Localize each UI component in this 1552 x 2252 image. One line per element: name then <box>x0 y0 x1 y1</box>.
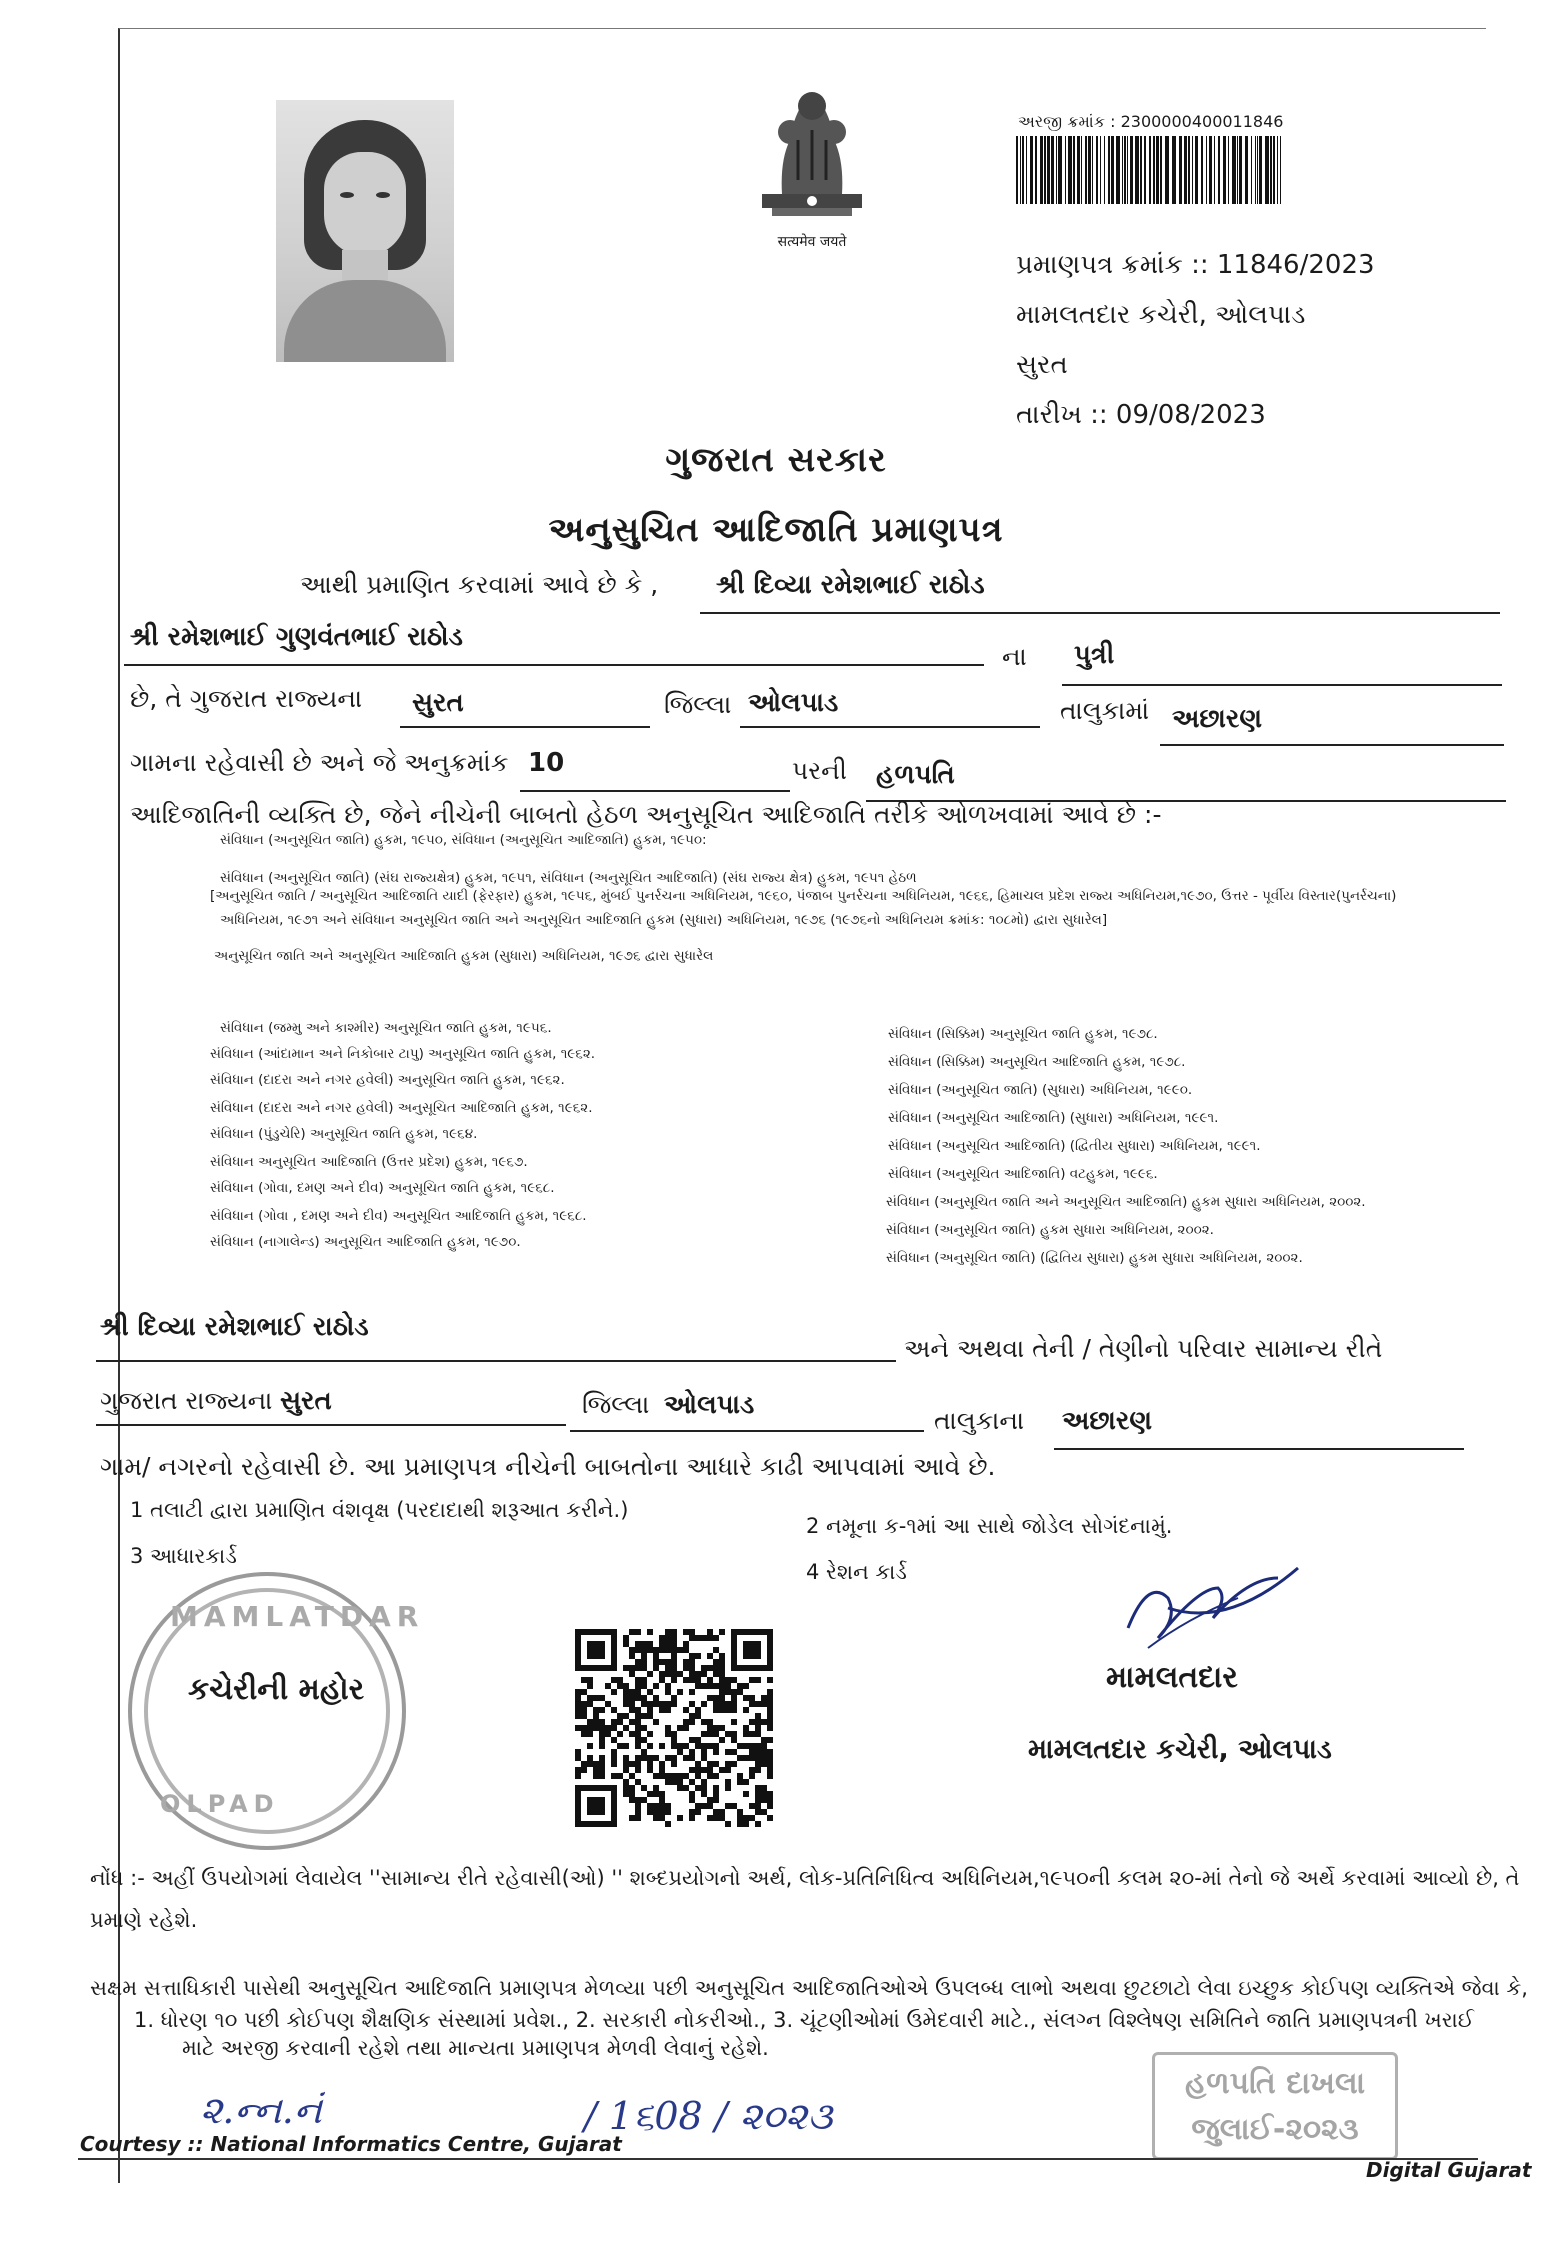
residence-holder-name: શ્રી દિવ્યા રમેશભાઈ રાઠોડ <box>100 1312 369 1342</box>
order-item: સંવિધાન (અનુસૂચિત જાતિ) હુકમ, ૧૯૫૦, સંવિધાન (અનુસૂચિત આદિજાતિ) હુકમ, ૧૯૫૦: <box>220 832 707 848</box>
residence-talukana: તાલુકાના <box>934 1406 1025 1435</box>
jilla-label: જિલ્લા <box>664 690 732 719</box>
note-line: માટે અરજી કરવાની રહેશે તથા માન્યતા પ્રમાણપત્ર મેળવી લેવાનું રહેશે. <box>182 2036 769 2060</box>
note-line: પ્રમાણે રહેશે. <box>90 1908 198 1932</box>
application-number: અરજી ક્રમાંક : 2300000400011846 <box>1018 112 1284 131</box>
barcode-bar <box>1214 136 1215 204</box>
order-item: સંવિધાન (આંદામાન અને નિકોબાર ટાપુ) અનુસૂચિત જાતિ હુકમ, ૧૯૬૨. <box>210 1046 596 1062</box>
barcode-bar <box>1016 136 1018 204</box>
order-item: સંવિધાન (નાગાલેન્ડ) અનુસૂચિત આદિજાતિ હુકમ, ૧૯૭૦. <box>210 1234 521 1250</box>
barcode-bar <box>1077 136 1080 204</box>
barcode-bar <box>1035 136 1037 204</box>
barcode-bar <box>1239 136 1242 204</box>
tribe-name: હળપતિ <box>876 760 955 790</box>
order-item: સંવિધાન (સિક્કિમ) અનુસૂચિત જાતિ હુકમ, ૧૯૭૮. <box>888 1026 1158 1042</box>
barcode-bar <box>1172 136 1176 204</box>
barcode-bar <box>1030 136 1033 204</box>
barcode-bar <box>1277 136 1278 204</box>
document-item: 1 તલાટી દ્વારા પ્રમાણિત વંશવૃક્ષ (પરદાદાથી શરૂઆત કરીને.) <box>130 1498 629 1522</box>
barcode-bar <box>1259 136 1262 204</box>
holder-name: શ્રી દિવ્યા રમેશભાઈ રાઠોડ <box>716 570 985 600</box>
father-name: શ્રી રમેશભાઈ ગુણવંતભાઈ રાઠોડ <box>130 622 463 652</box>
barcode-bar <box>1206 136 1207 204</box>
barcode-bar <box>1223 136 1226 204</box>
header-district: સુરત <box>1016 350 1068 380</box>
barcode-bar <box>1020 136 1021 204</box>
barcode-bar <box>1092 136 1093 204</box>
barcode-bar <box>1040 136 1043 204</box>
barcode-bar <box>1022 136 1024 204</box>
barcode-bar <box>1124 136 1126 204</box>
barcode-bar <box>1273 136 1275 204</box>
barcode-bar <box>1044 136 1046 204</box>
order-item: સંવિધાન (દાદરા અને નગર હવેલી) અનુસૂચિત જાતિ હુકમ, ૧૯૬૨. <box>210 1072 565 1088</box>
barcode-bar <box>1065 136 1066 204</box>
order-item: સંવિધાન (જમ્મુ અને કાશ્મીર) અનુસૂચિત જાતિ હુકમ, ૧૯૫૬. <box>220 1020 552 1036</box>
register-stamp-line1: હળપતિ દાખલા <box>1184 2066 1366 2101</box>
barcode-bar <box>1068 136 1072 204</box>
barcode-bar <box>1058 136 1062 204</box>
order-item: સંવિધાન (અનુસૂચિત જાતિ) (સંઘ રાજ્યક્ષેત્ર) હુકમ, ૧૯૫૧, સંવિધાન (અનુસૂચિત આદિજાતિ) (સંઘ રાજ્ય ક્ષેત્ર) હુકમ, ૧૯૫૧ હેઠળ <box>220 870 917 886</box>
handwritten-note: ૨.ન્ન.નં <box>200 2088 323 2132</box>
order-item: સંવિધાન (દાદરા અને નગર હવેલી) અનુસૂચિત આદિજાતિ હુકમ, ૧૯૬૨. <box>210 1100 593 1116</box>
government-title: ગુજરાત સરકાર <box>665 440 887 480</box>
document-item: 3 આધારકાર્ડ <box>130 1544 237 1568</box>
issue-date: તારીખ :: 09/08/2023 <box>1016 400 1266 430</box>
order-item: અધિનિયમ, ૧૯૭૧ અને સંવિધાન અનુસૂચિત જાતિ અને અનુસૂચિત આદિજાતિ હુકમ (સુધારા) અધિનિયમ, ૧૯૭૬ (૧૯૭૬નો અધિનિયમ ક્રમાંક: ૧૦૮મો) દ્વારા સુધારેલ] <box>220 912 1108 928</box>
barcode-bar <box>1047 136 1050 204</box>
talukama-label: તાલુકામાં <box>1060 696 1150 725</box>
order-item: સંવિધાન (અનુસૂચિત આદિજાતિ) (દ્વિતીય સુધારા) અધિનિયમ, ૧૯૯૧. <box>888 1138 1261 1154</box>
family-text: અને અથવા તેની / તેણીનો પરિવાર સામાન્ય રીતે <box>904 1334 1383 1363</box>
document-item: 4 રેશન કાર્ડ <box>806 1560 907 1584</box>
order-item: અનુસૂચિત જાતિ અને અનુસૂચિત આદિજાતિ હુકમ (સુધારા) અધિનિયમ, ૧૯૭૬ દ્વારા સુધારેલ <box>214 948 714 964</box>
certificate-number: પ્રમાણપત્ર ક્રમાંક :: 11846/2023 <box>1016 250 1375 280</box>
handwritten-register: / 1૬08 / ૨૦૨૩ <box>584 2094 833 2138</box>
barcode-bar <box>1237 136 1238 204</box>
barcode-bar <box>1130 136 1133 204</box>
taluka-value: ઓલપાડ <box>748 688 839 718</box>
barcode-bar <box>1232 136 1236 204</box>
footer-brand: Digital Gujarat <box>1366 2158 1532 2182</box>
order-item: સંવિધાન (પુંડુચેરિ) અનુસૂચિત જાતિ હુકમ, ૧૯૬૪. <box>210 1126 478 1142</box>
barcode-bar <box>1108 136 1110 204</box>
barcode-bar <box>1245 136 1248 204</box>
barcode-bar <box>1104 136 1105 204</box>
barcode-bar <box>1165 136 1169 204</box>
applicant-photo <box>276 100 454 362</box>
residence-jilla: જિલ્લા <box>582 1390 650 1419</box>
na-text: ના <box>1002 642 1027 671</box>
barcode-bar <box>1073 136 1075 204</box>
village-value: અછારણ <box>1172 704 1263 734</box>
register-stamp-line2: જુલાઈ-૨૦૨૩ <box>1191 2112 1359 2147</box>
barcode-bar <box>1096 136 1098 204</box>
order-item: સંવિધાન (અનુસૂચિત આદિજાતિ) (સુધારા) અધિનિયમ, ૧૯૯૧. <box>888 1110 1219 1126</box>
order-item: સંવિધાન અનુસૂચિત આદિજાતિ (ઉત્તર પ્રદેશ) હુકમ, ૧૯૬૭. <box>210 1154 528 1170</box>
barcode-bar <box>1100 136 1101 204</box>
barcode-bar <box>1153 136 1155 204</box>
barcode-bar <box>1116 136 1120 204</box>
barcode-bar <box>1135 136 1139 204</box>
barcode-bar <box>1184 136 1187 204</box>
residence-state-text: ગુજરાત રાજ્યના <box>100 1386 273 1415</box>
barcode-bar <box>1122 136 1123 204</box>
footer-rule <box>78 2158 1478 2160</box>
note-line: સક્ષમ સત્તાધિકારી પાસેથી અનુસૂચિત આદિજાતિ પ્રમાણપત્ર મેળવ્યા પછી અનુસૂચિત આદિજાતિઓએ ઉપલબ્ધ લાભો અથવા છુટછાટો લેવા ઇચ્છુક કોઈપણ વ્યક્તિએ જેવા કે, <box>90 1976 1528 2000</box>
order-item: સંવિધાન (અનુસૂચિત જાતિ) (સુધારા) અધિનિયમ, ૧૯૯૦. <box>888 1082 1193 1098</box>
serial-number: 10 <box>528 748 565 778</box>
signatory-office: મામલતદાર કચેરી, ઓલપાડ <box>1028 1734 1332 1765</box>
barcode-bar <box>1026 136 1027 204</box>
residence-district: સુરત <box>280 1386 332 1416</box>
order-item: સંવિધાન (અનુસૂચિત જાતિ અને અનુસૂચિત આદિજાતિ) હુકમ સુધારા અધિનિયમ, ૨૦૦૨. <box>886 1194 1366 1210</box>
barcode-bar <box>1111 136 1114 204</box>
residence-taluka: ઓલપાડ <box>664 1390 755 1420</box>
barcode-bar <box>1192 136 1193 204</box>
barcode-bar <box>1270 136 1272 204</box>
barcode-bar <box>1160 136 1162 204</box>
seal-ring-top: MAMLATDAR <box>170 1600 425 1633</box>
barcode-bar <box>1051 136 1054 204</box>
order-item: સંવિધાન (અનુસૂચિત આદિજાતિ) વટહુકમ, ૧૯૯૬. <box>888 1166 1158 1182</box>
signature-icon <box>1108 1558 1308 1668</box>
barcode-bar <box>1201 136 1203 204</box>
parni-label: પરની <box>792 756 847 785</box>
note-line: 1. ધોરણ ૧૦ પછી કોઈપણ શૈક્ષણિક સંસ્થામાં પ્રવેશ., 2. સરકારી નોકરીઓ., 3. ચૂંટણીઓમાં ઉમેદવારી માટે., સંલગ્ન વિશ્લેષણ સમિતિને જાતિ પ્રમાણપત્રની ખરાઈ <box>134 2008 1474 2032</box>
barcode-bar <box>1149 136 1151 204</box>
relation: પુત્રી <box>1074 640 1115 670</box>
barcode-bar <box>1195 136 1198 204</box>
residence-text: ગામ/ નગરનો રહેવાસી છે. આ પ્રમાણપત્ર નીચેની બાબતોના આધારે કાઢી આપવામાં આવે છે. <box>100 1452 996 1481</box>
order-item: સંવિધાન (સિક્કિમ) અનુસૂચિત આદિજાતિ હુકમ, ૧૯૭૮. <box>888 1054 1186 1070</box>
barcode-bar <box>1188 136 1190 204</box>
barcode-bar <box>1156 136 1159 204</box>
barcode-bar <box>1265 136 1269 204</box>
barcode-bar <box>1280 136 1281 204</box>
order-item: સંવિધાન (ગોવા , દમણ અને દીવ) અનુસૂચિત આદિજાતિ હુકમ, ૧૯૬૮. <box>210 1208 587 1224</box>
barcode-bar <box>1085 136 1087 204</box>
footer-courtesy: Courtesy :: National Informatics Centre, Gujarat <box>80 2132 622 2156</box>
district-value: સુરત <box>412 688 464 718</box>
barcode-bar <box>1228 136 1229 204</box>
order-item: સંવિધાન (ગોવા, દમણ અને દીવ) અનુસૂચિત જાતિ હુકમ, ૧૯૬૮. <box>210 1180 555 1196</box>
barcode-bar <box>1255 136 1256 204</box>
declaration-text: આદિજાતિની વ્યક્તિ છે, જેને નીચેની બાબતો હેઠળ અનુસૂચિત આદિજાતિ તરીકે ઓળખવામાં આવે છે :- <box>130 800 1162 829</box>
barcode-bar <box>1081 136 1082 204</box>
order-item: [અનુસૂચિત જાતિ / અનુસૂચિત આદિજાતિ યાદી (ફેરફાર) હુકમ, ૧૯૫૬, મુંબઈ પુનર્રચના અધિનિયમ, ૧૯૬૦, પંજાબ પુનર્રચના અધિનિયમ, ૧૯૬૬, હિમાચલ પ્રદેશ રાજ્ય અધિનિયમ,૧૯૭૦, ઉત્તર - પૂર્વીય વિસ્તાર(પુનર્રચના) <box>210 888 1397 904</box>
barcode-bar <box>1209 136 1212 204</box>
barcode-bar <box>1144 136 1146 204</box>
note-line: નોંધ :- અહીં ઉપયોગમાં લેવાયેલ ''સામાન્ય રીતે રહેવાસી(ઓ) '' શબ્દપ્રયોગનો અર્થ, લોક-પ્રતિનિધિત્વ અધિનિયમ,૧૯૫૦ની કલમ ૨૦-માં તેનો જે અર્થે કરવામાં આવ્યો છે, તે <box>90 1866 1520 1890</box>
issuing-office: મામલતદાર કચેરી, ઓલપાડ <box>1016 300 1306 330</box>
barcode-bar <box>1179 136 1182 204</box>
barcode-bar <box>1056 136 1057 204</box>
barcode-bar <box>1257 136 1258 204</box>
barcode-bar <box>1218 136 1220 204</box>
state-text: છે, તે ગુજરાત રાજ્યના <box>130 684 363 713</box>
residence-village: અછારણ <box>1062 1406 1153 1436</box>
signatory-title: મામલતદાર <box>1106 1660 1238 1695</box>
order-item: સંવિધાન (અનુસૂચિત જાતિ) (દ્વિતિય સુધારા) હુકમ સુધારા અધિનિયમ, ૨૦૦૨. <box>886 1250 1303 1266</box>
certificate-title: અનુસુચિત આદિજાતિ પ્રમાણપત્ર <box>548 510 1004 550</box>
qr-code <box>575 1628 773 1828</box>
barcode-bar <box>1127 136 1128 204</box>
seal-ring-bottom: OLPAD <box>160 1790 280 1818</box>
barcode <box>1016 136 1326 204</box>
barcode-bar <box>1140 136 1142 204</box>
register-stamp <box>1152 2052 1398 2160</box>
seal-label: કચેરીની મહોર <box>188 1672 365 1707</box>
document-item: 2 નમૂના ક-૧માં આ સાથે જોડેલ સોગંદનામું. <box>806 1514 1173 1538</box>
barcode-bar <box>1088 136 1091 204</box>
emblem-motto: सत्यमेव जयते <box>777 234 847 250</box>
ashoka-emblem-icon <box>752 70 872 230</box>
barcode-bar <box>1251 136 1252 204</box>
order-item: સંવિધાન (અનુસૂચિત જાતિ) હુકમ સુધારા અધિનિયમ, ૨૦૦૨. <box>886 1222 1214 1238</box>
gamna-text: ગામના રહેવાસી છે અને જે અનુક્રમાંક <box>130 748 509 777</box>
intro-text: આથી પ્રમાણિત કરવામાં આવે છે કે , <box>300 570 659 599</box>
